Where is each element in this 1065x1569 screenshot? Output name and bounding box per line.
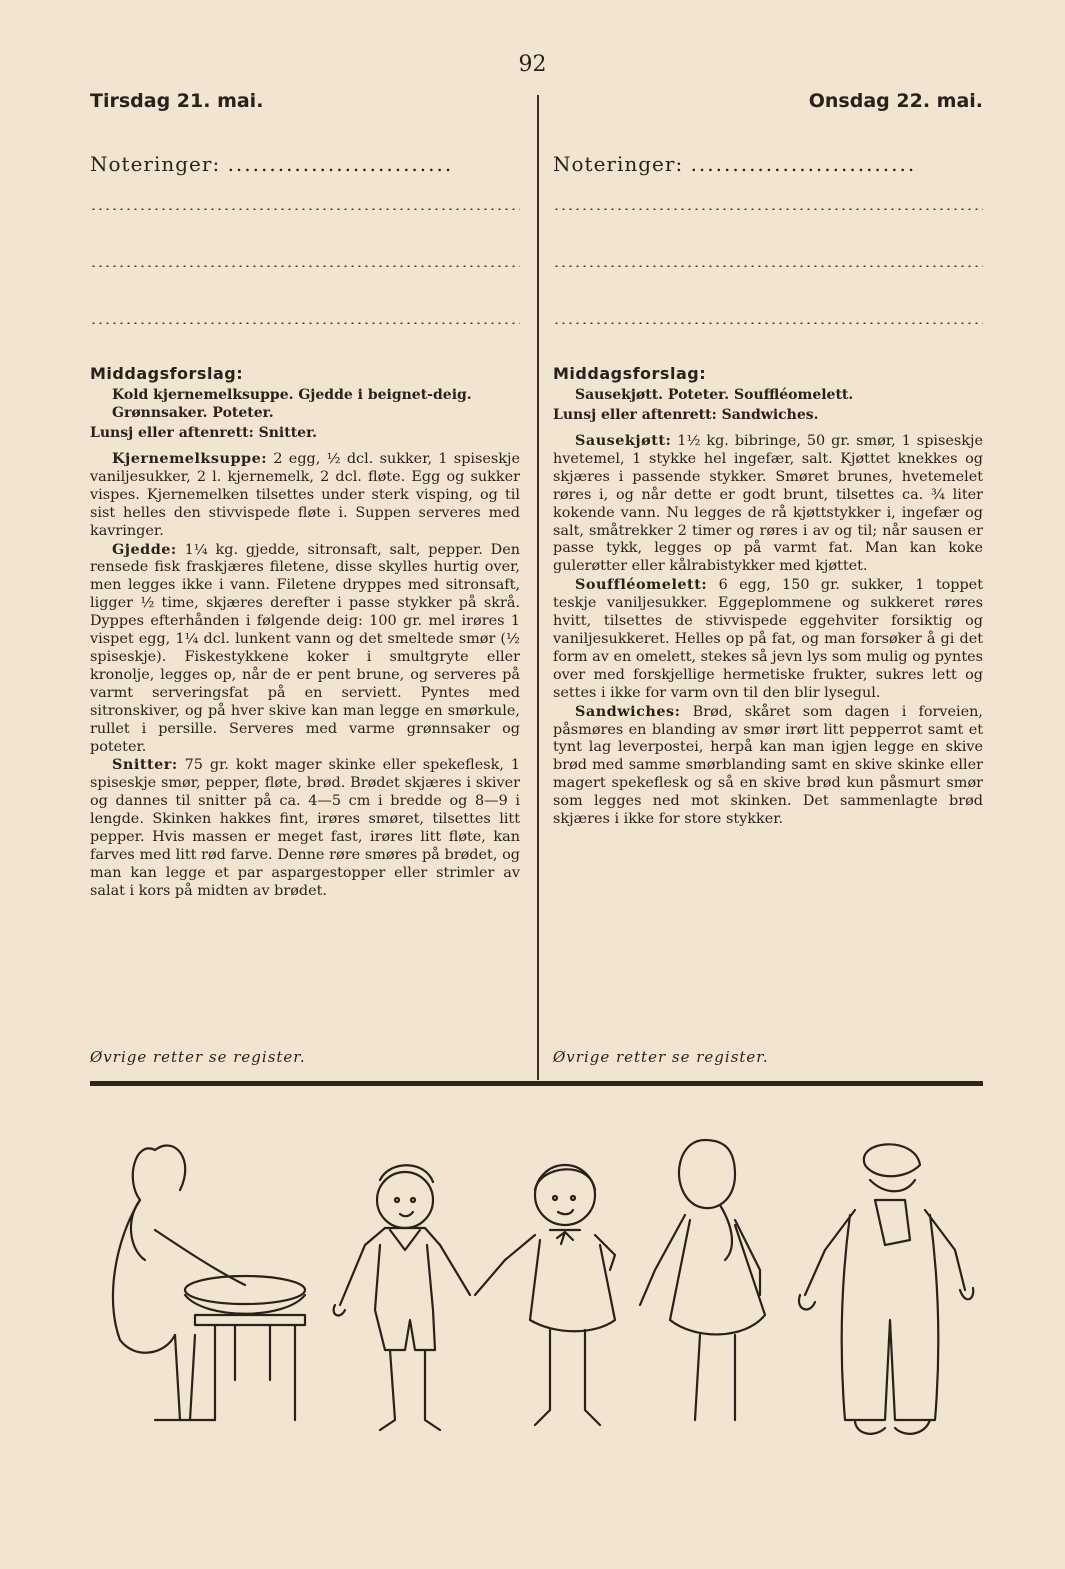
page-number: 92 (518, 52, 547, 77)
children-illustration (95, 1120, 975, 1450)
footer-note-left: Øvrige retter se register. (90, 1048, 306, 1066)
recipe-paragraph (553, 432, 983, 576)
girl-at-basin-figure (113, 1146, 305, 1420)
menu-line: Sausekjøtt. Poteter. Souffléomelett. (575, 387, 854, 403)
day-header-left: Tirsdag 21. mai. (90, 90, 264, 112)
boy-in-cap-figure (799, 1144, 973, 1433)
footer-note-right: Øvrige retter se register. (553, 1048, 769, 1066)
lunch-line: Lunsj eller aftenrett: Snitter. (90, 425, 318, 441)
note-line (90, 322, 520, 324)
lunch-line: Lunsj eller aftenrett: Sandwiches. (553, 407, 819, 423)
girl-from-back-figure (640, 1140, 765, 1420)
section-label-dinner: Middagsforslag: (553, 364, 707, 383)
right-column (553, 90, 983, 829)
note-line (553, 208, 983, 210)
recipe-title: Sausekjøtt: (575, 432, 672, 449)
girl-with-bow-figure (475, 1165, 615, 1425)
recipe-paragraph (553, 576, 983, 702)
notes-label: Noteringer: (90, 152, 221, 176)
recipe-text: 6 egg, 150 gr. sukker, 1 toppet teskje vaniljesukker. Eggeplommene og sukkeret røres hvitt, tilsettes de stivvispede eggehviter forsiktig og vaniljesukkeret. Helles op på fat, og man forsøker å gi det form av en omelett, stekes så jevn lys som mulig og pyntes over med forskjellige hermetiske frukter, sukres lett og settes i ikke for varm ovn til den blir lysegul. (553, 577, 983, 701)
recipe-text: Brød, skåret som dagen i forveien, påsmøres en blanding av smør irørt litt pepperrot samt et tynt lag leverpostei, herpå kan man igjen legge en skive brød med samme smørblanding samt en skive skinke eller magert spekeflesk og så en skive brød kun påsmurt smør som legges ned mot skinken. Det sammenlagte brød skjæres i ikke for store stykker. (553, 703, 983, 828)
recipe-title: Souffléomelett: (575, 576, 708, 594)
notes-heading-left (90, 152, 520, 182)
recipe-paragraph (90, 450, 520, 541)
horizontal-rule (90, 1081, 983, 1086)
recipe-title: Gjedde: (112, 540, 177, 558)
section-label-dinner: Middagsforslag: (90, 364, 244, 383)
recipe-text: 75 gr. kokt mager skinke eller spekeflesk, 1 spiseskje smør, pepper, fløte, brød. Brødet skjæres i skiver og dannes til snitter på ca. 4—5 cm i bredde og 8—9 i lengde. Skinken hakkes fint, irøres smøret, tilsettes litt pepper. Hvis massen er meget fast, irøres litt fløte, kan farves med litt rød farve. Denne røre smøres på brødet, og man kan legge et par aspargestopper eller strimler av salat i kors på midten av brødet. (90, 757, 520, 899)
notes-dots: ........................... (227, 152, 454, 176)
recipe-paragraph (90, 541, 520, 757)
recipe-text: 2 egg, ½ dcl. sukker, 1 spiseskje vaniljesukker, 2 l. kjernemelk, 2 dcl. fløte. Egg og sukker vispes. Kjernemelken tilsettes under sterk visping, og til sist helles den stivvispede fløte i. Suppen serveres med kavringer. (90, 451, 520, 539)
note-line (553, 322, 983, 324)
recipe-paragraph (553, 703, 983, 829)
recipe-text: 1½ kg. bibringe, 50 gr. smør, 1 spiseskje hvetemel, 1 stykke hel ingefær, salt. Kjøttet knekkes og skjæres i passende stykker. Smøret brunes, hvetemelet røres i, og når dette er godt brunt, tilsettes ca. ¾ liter kokende vann. Nu legges de rå kjøttstykker i, ingefær og salt, småtrekker 2 timer og røres i av og til; når sausen er passe tykk, legges op på varmt fat. Man kan koke gulerøtter eller kålrabistykker med kjøttet. (553, 433, 983, 575)
recipe-text: 1¼ kg. gjedde, sitronsaft, salt, pepper. Den rensede fisk fraskjæres filetene, disse skylles hurtig over, men legges ikke i vann. Filetene dryppes med sitronsaft, ligger ½ time, skjæres derefter i passe stykker på skrå. Dyppes efterhånden i følgende deig: 100 gr. mel irøres 1 vispet egg, 1¼ dcl. lunkent vann og det smeltede smør (½ spiseskje). Fiskestykkene koker i smultgryte eller kronolje, legges op, når de er pent brune, og serveres på varmt serveringsfat på en serviett. Pyntes med sitronskiver, og på hver skive kan man legge en smørkule, rullet i persille. Serveres med varme grønnsaker og poteter. (90, 541, 520, 755)
note-line (90, 265, 520, 267)
day-header-right: Onsdag 22. mai. (808, 90, 983, 112)
recipe-body (90, 450, 520, 901)
notes-dots: ........................... (690, 152, 917, 176)
notes-label: Noteringer: (553, 152, 684, 176)
recipe-body (553, 432, 983, 829)
left-column (90, 90, 520, 901)
notes-heading-right (553, 152, 983, 182)
boy-figure (334, 1165, 470, 1430)
recipe-title: Kjernemelksuppe: (112, 450, 268, 467)
note-line (553, 265, 983, 267)
recipe-paragraph (90, 756, 520, 900)
column-divider (537, 95, 539, 1080)
recipe-title: Snitter: (112, 756, 178, 774)
recipe-title: Sandwiches: (575, 702, 681, 720)
menu-line: Kold kjernemelksuppe. Gjedde i beignet-deig. Grønnsaker. Poteter. (112, 387, 472, 421)
note-line (90, 208, 520, 210)
